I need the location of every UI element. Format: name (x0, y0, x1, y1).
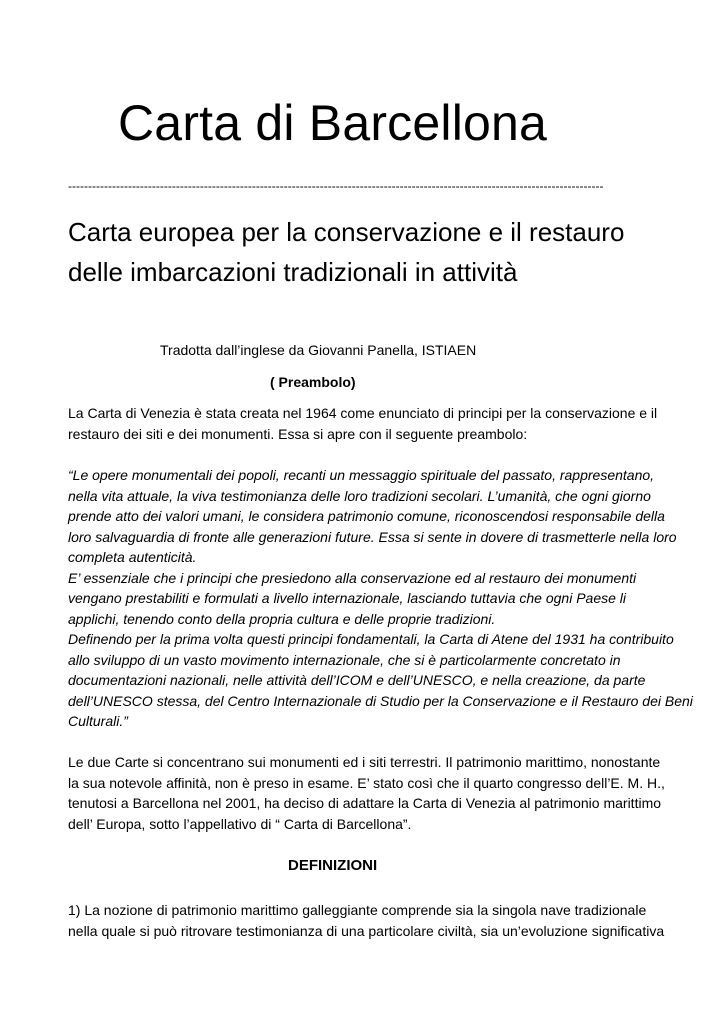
text-line: Le due Carte si concentrano sui monumenti ed i siti terrestri. Il patrimonio marittimo, nonostante (68, 754, 661, 770)
text-line: applichi, tenendo conto della propria cultura e delle proprie tradizioni. (68, 610, 496, 627)
text-line: Definendo per la prima volta questi principi fondamentali, la Carta di Atene del 1931 ha contribuito (68, 631, 674, 647)
text-line: tenutosi a Barcellona nel 2001, ha deciso di adattare la Carta di Venezia al patrimonio marittimo (68, 795, 662, 811)
text-line: vengano prestabiliti e formulati a livello internazionale, lasciando tuttavia che ogni Paese li (68, 590, 626, 606)
subtitle-line: Carta europea per la conservazione e il restauro (68, 217, 625, 247)
text-line: dell’UNESCO stessa, del Centro Internazionale di Studio per la Conservazione e il Restauro dei Beni (68, 692, 693, 709)
separator-line: -------------------------------------------------------------------------------------------------------------------------------------- (68, 179, 604, 193)
definitions-heading: DEFINIZIONI (288, 857, 378, 874)
context-paragraph (68, 752, 668, 834)
text-line: nella quale si può ritrovare testimonianza di una particolare civiltà, sia un’evoluzione significativa (68, 922, 665, 939)
text-line: la sua notevole affinità, non è preso in esame. E’ stato così che il quarto congresso dell’E. M. H., (68, 774, 665, 791)
text-line: nella vita attuale, la viva testimonianza delle loro tradizioni secolari. L’umanità, che ogni giorno (68, 487, 651, 504)
intro-paragraph (68, 403, 668, 444)
text-line: documentazioni nazionali, nelle attività dell’ICOM e dell’UNESCO, e nella creazione, da parte (68, 672, 646, 688)
text-line: “Le opere monumentali dei popoli, recanti un messaggio spirituale del passato, rappresentano, (68, 467, 655, 483)
text-line: La Carta di Venezia è stata creata nel 1964 come enunciato di principi per la conservazione e il (68, 405, 658, 421)
document-subtitle (68, 212, 668, 292)
translator-credit: Tradotta dall’inglese da Giovanni Panella, ISTIAEN (160, 342, 477, 358)
definition-1-paragraph (68, 900, 668, 941)
preamble-quote (68, 465, 693, 732)
text-line: loro salvaguardia di fronte alle generazioni future. Essa si sente in dovere di trasmetterle nella loro (68, 528, 677, 545)
text-line: E’ essenziale che i principi che presiedono alla conservazione ed al restauro dei monumenti (68, 569, 637, 586)
text-line: restauro dei siti e dei monumenti. Essa si apre con il seguente preambolo: (68, 425, 528, 442)
text-line: allo sviluppo di un vasto movimento internazionale, che si è particolarmente concretato in (68, 651, 621, 668)
text-line: 1) La nozione di patrimonio marittimo galleggiante comprende sia la singola nave tradizionale (68, 902, 647, 918)
preamble-heading: ( Preambolo) (270, 374, 356, 390)
text-line: completa autenticità. (68, 549, 197, 565)
text-line: prende atto dei valori umani, le considera patrimonio comune, riconoscendosi responsabile della (68, 508, 665, 524)
document-title: Carta di Barcellona (118, 95, 548, 151)
text-line: Culturali.” (68, 713, 128, 729)
text-line: dell’ Europa, sotto l’appellativo di “ Carta di Barcellona”. (68, 815, 412, 832)
subtitle-line: delle imbarcazioni tradizionali in attività (68, 257, 518, 287)
